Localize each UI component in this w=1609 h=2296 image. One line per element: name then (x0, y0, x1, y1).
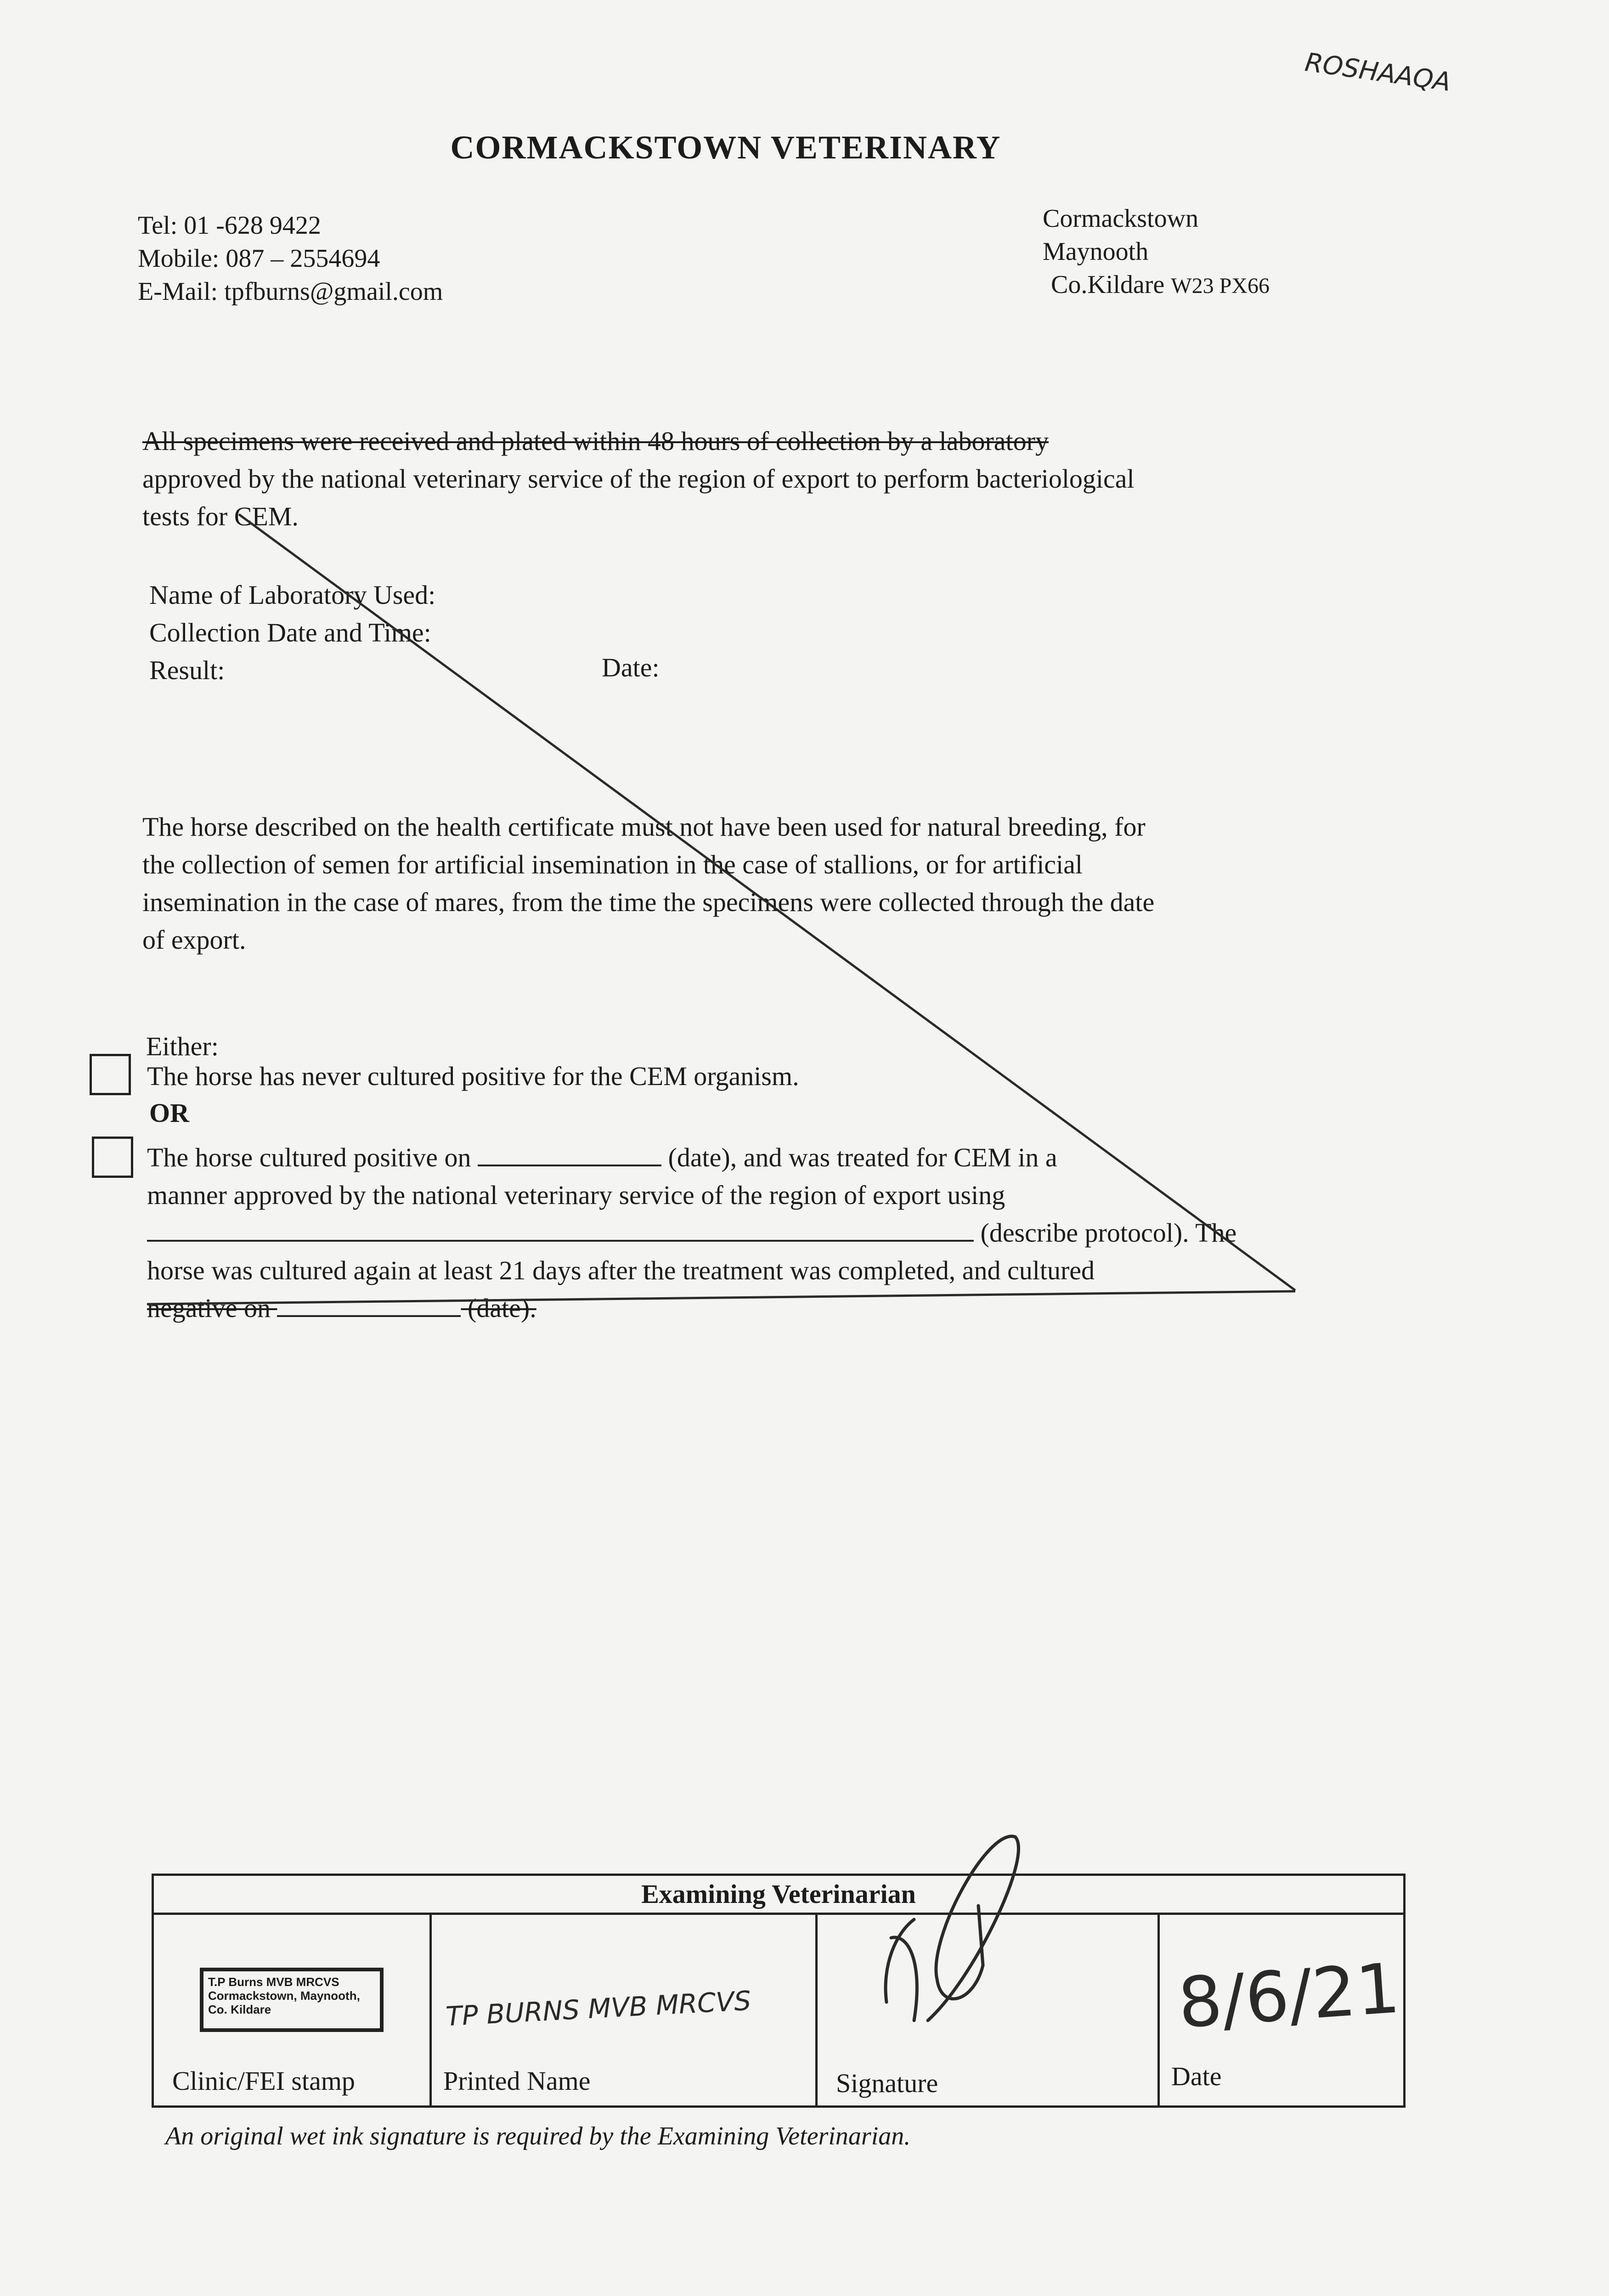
signature-label: Signature (836, 2068, 938, 2098)
wet-ink-footnote: An original wet ink signature is required by the Examining Veterinarian. (165, 2122, 911, 2150)
either-label: Either: (146, 1031, 219, 1061)
breeding-line: The horse described on the health certificate must not have been used for natural breeding, for (142, 812, 1146, 842)
clinic-stamp-label: Clinic/FEI stamp (172, 2066, 355, 2096)
telephone: Tel: 01 -628 9422 (138, 211, 321, 240)
county: Co.Kildare (1051, 270, 1165, 299)
opt2-text: negative on (147, 1293, 271, 1323)
address-line: Cormackstown (1043, 204, 1199, 233)
lab-name-label: Name of Laboratory Used: (149, 580, 436, 610)
result-date-label: Date: (602, 653, 660, 682)
postcode: W23 PX66 (1171, 274, 1270, 298)
examining-vet-table (152, 1874, 1406, 2108)
signature-mark (859, 1828, 1043, 2066)
examining-vet-heading: Examining Veterinarian (154, 1876, 1403, 1915)
clinic-title: CORMACKSTOWN VETERINARY (450, 129, 1001, 166)
date-value: 8/6/21 (1175, 1948, 1403, 2044)
date-cell[interactable] (1160, 1915, 1406, 2105)
crossout-bottom (147, 1291, 1295, 1304)
breeding-line: insemination in the case of mares, from the time the specimens were collected through the date (142, 887, 1155, 917)
stamp-line: Co. Kildare (208, 2003, 271, 2016)
stamp-line: Cormackstown, Maynooth, (208, 1989, 360, 2003)
stamp-line: T.P Burns MVB MRCVS (208, 1975, 339, 1989)
handwritten-note: ROSHAAQA (1303, 47, 1453, 97)
breeding-line: of export. (142, 925, 246, 955)
or-label: OR (149, 1098, 189, 1128)
printed-name-label: Printed Name (443, 2066, 591, 2096)
clinic-stamp-cell (154, 1915, 432, 2105)
opt2-line: horse was cultured again at least 21 days after the treatment was completed, and cultured (147, 1255, 1095, 1285)
opt2-text: (date), and was treated for CEM in a (668, 1142, 1057, 1172)
signature-cell[interactable] (818, 1915, 1160, 2105)
specimens-strikethrough: All specimens were received and plated within 48 hours of collection by a laboratory (142, 426, 1049, 456)
address-line: Maynooth (1043, 237, 1149, 266)
breeding-line: the collection of semen for artificial insemination in the case of stallions, or for artificial (142, 850, 1083, 879)
collection-label: Collection Date and Time: (149, 618, 431, 647)
date-label: Date (1171, 2061, 1222, 2091)
clinic-stamp (200, 1968, 384, 2032)
crossout-diagonal (239, 514, 1295, 1290)
printed-name-cell[interactable] (432, 1915, 818, 2105)
opt2-text: The horse cultured positive on (147, 1142, 471, 1172)
opt2-line: manner approved by the national veterinary service of the region of export using (147, 1180, 1005, 1210)
opt2-text: (describe protocol). The (980, 1218, 1237, 1248)
specimens-line: approved by the national veterinary service of the region of export to perform bacteriological (142, 464, 1135, 494)
option-never-positive: The horse has never cultured positive for the CEM organism. (147, 1061, 799, 1091)
mobile: Mobile: 087 – 2554694 (138, 244, 380, 273)
email: E-Mail: tpfburns@gmail.com (138, 277, 443, 306)
opt2-text: (date). (467, 1293, 536, 1323)
result-label: Result: (149, 655, 225, 685)
specimens-line: tests for CEM. (142, 501, 299, 531)
printed-name-value: TP BURNS MVB MRCVS (445, 1985, 752, 2032)
